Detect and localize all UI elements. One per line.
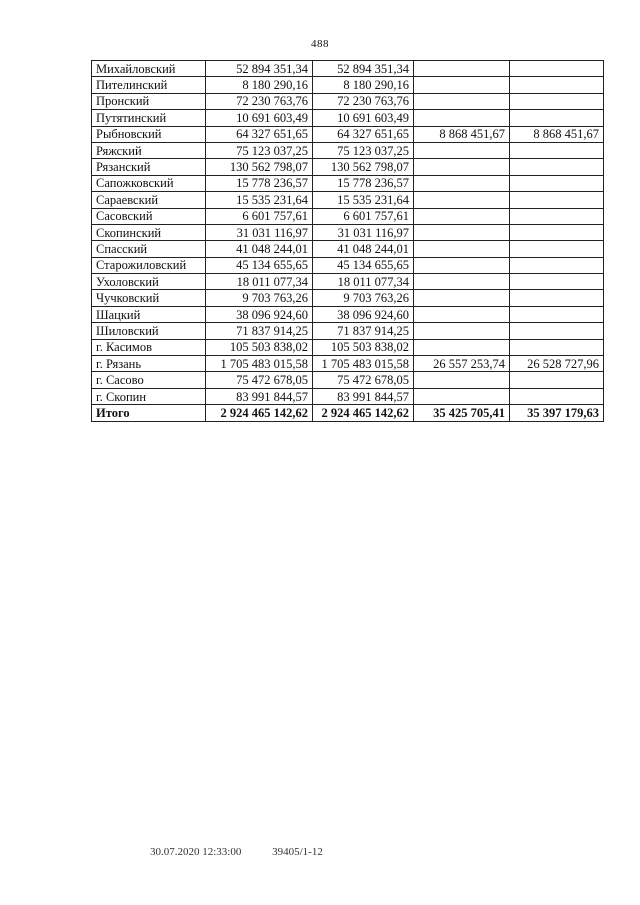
cell-value-3 xyxy=(414,323,510,339)
cell-district: Путятинский xyxy=(92,110,206,126)
cell-value-2: 105 503 838,02 xyxy=(313,339,414,355)
cell-value-4 xyxy=(510,142,604,158)
total-cell-value-1: 2 924 465 142,62 xyxy=(206,405,313,421)
cell-value-4 xyxy=(510,192,604,208)
cell-value-1: 41 048 244,01 xyxy=(206,241,313,257)
cell-value-2: 15 535 231,64 xyxy=(313,192,414,208)
cell-district: Пителинский xyxy=(92,77,206,93)
budget-table xyxy=(91,60,604,422)
cell-value-1: 83 991 844,57 xyxy=(206,388,313,404)
cell-value-4 xyxy=(510,208,604,224)
table-row xyxy=(92,323,604,339)
cell-value-3 xyxy=(414,274,510,290)
cell-value-2: 71 837 914,25 xyxy=(313,323,414,339)
cell-value-3 xyxy=(414,175,510,191)
cell-value-2: 75 123 037,25 xyxy=(313,142,414,158)
cell-value-3: 26 557 253,74 xyxy=(414,356,510,372)
cell-value-4: 8 868 451,67 xyxy=(510,126,604,142)
cell-value-2: 6 601 757,61 xyxy=(313,208,414,224)
cell-value-4 xyxy=(510,306,604,322)
cell-district: Рыбновский xyxy=(92,126,206,142)
cell-value-4 xyxy=(510,323,604,339)
cell-value-4 xyxy=(510,175,604,191)
cell-value-4 xyxy=(510,61,604,77)
total-cell-value-2: 2 924 465 142,62 xyxy=(313,405,414,421)
cell-district: г. Сасово xyxy=(92,372,206,388)
table-row xyxy=(92,142,604,158)
cell-district: Сапожковский xyxy=(92,175,206,191)
cell-value-4 xyxy=(510,274,604,290)
cell-value-1: 75 123 037,25 xyxy=(206,142,313,158)
cell-value-2: 83 991 844,57 xyxy=(313,388,414,404)
table-row xyxy=(92,224,604,240)
cell-value-1: 71 837 914,25 xyxy=(206,323,313,339)
cell-district: Сасовский xyxy=(92,208,206,224)
cell-value-3 xyxy=(414,306,510,322)
table-row xyxy=(92,388,604,404)
cell-value-1: 130 562 798,07 xyxy=(206,159,313,175)
table-row xyxy=(92,93,604,109)
table-row xyxy=(92,274,604,290)
cell-value-1: 9 703 763,26 xyxy=(206,290,313,306)
cell-value-2: 9 703 763,26 xyxy=(313,290,414,306)
cell-value-2: 130 562 798,07 xyxy=(313,159,414,175)
cell-district: Михайловский xyxy=(92,61,206,77)
table-row xyxy=(92,208,604,224)
cell-value-1: 15 778 236,57 xyxy=(206,175,313,191)
table-row xyxy=(92,77,604,93)
table-row xyxy=(92,61,604,77)
cell-value-3 xyxy=(414,224,510,240)
cell-value-1: 18 011 077,34 xyxy=(206,274,313,290)
cell-value-1: 31 031 116,97 xyxy=(206,224,313,240)
cell-value-3 xyxy=(414,77,510,93)
cell-value-3 xyxy=(414,110,510,126)
cell-value-3 xyxy=(414,142,510,158)
cell-value-3 xyxy=(414,290,510,306)
cell-value-4 xyxy=(510,77,604,93)
cell-value-1: 75 472 678,05 xyxy=(206,372,313,388)
cell-district: Пронский xyxy=(92,93,206,109)
cell-value-2: 15 778 236,57 xyxy=(313,175,414,191)
cell-value-3 xyxy=(414,241,510,257)
cell-value-1: 105 503 838,02 xyxy=(206,339,313,355)
cell-district: Старожиловский xyxy=(92,257,206,273)
page-number: 488 xyxy=(311,38,329,50)
cell-value-1: 52 894 351,34 xyxy=(206,61,313,77)
table-body xyxy=(92,61,604,422)
table-row xyxy=(92,159,604,175)
cell-value-2: 31 031 116,97 xyxy=(313,224,414,240)
cell-value-3: 8 868 451,67 xyxy=(414,126,510,142)
cell-value-3 xyxy=(414,93,510,109)
table-row xyxy=(92,110,604,126)
cell-value-2: 45 134 655,65 xyxy=(313,257,414,273)
cell-district: г. Касимов xyxy=(92,339,206,355)
footer xyxy=(150,846,323,858)
cell-value-4 xyxy=(510,372,604,388)
total-cell-value-4: 35 397 179,63 xyxy=(510,405,604,421)
cell-district: Ряжский xyxy=(92,142,206,158)
cell-value-2: 10 691 603,49 xyxy=(313,110,414,126)
cell-value-3 xyxy=(414,257,510,273)
table-row xyxy=(92,241,604,257)
table-row xyxy=(92,175,604,191)
cell-value-3 xyxy=(414,159,510,175)
cell-district: г. Рязань xyxy=(92,356,206,372)
cell-value-3 xyxy=(414,208,510,224)
cell-district: Шацкий xyxy=(92,306,206,322)
cell-value-2: 18 011 077,34 xyxy=(313,274,414,290)
table-row xyxy=(92,257,604,273)
cell-value-1: 38 096 924,60 xyxy=(206,306,313,322)
cell-value-2: 1 705 483 015,58 xyxy=(313,356,414,372)
cell-value-4 xyxy=(510,159,604,175)
cell-value-3 xyxy=(414,372,510,388)
cell-district: г. Скопин xyxy=(92,388,206,404)
footer-timestamp: 30.07.2020 12:33:00 xyxy=(150,846,242,858)
cell-value-1: 6 601 757,61 xyxy=(206,208,313,224)
cell-district: Чучковский xyxy=(92,290,206,306)
cell-value-4: 26 528 727,96 xyxy=(510,356,604,372)
cell-value-3 xyxy=(414,388,510,404)
cell-value-3 xyxy=(414,339,510,355)
cell-value-4 xyxy=(510,339,604,355)
cell-district: Спасский xyxy=(92,241,206,257)
table-row xyxy=(92,126,604,142)
table-row xyxy=(92,306,604,322)
cell-value-2: 52 894 351,34 xyxy=(313,61,414,77)
cell-district: Скопинский xyxy=(92,224,206,240)
cell-value-2: 75 472 678,05 xyxy=(313,372,414,388)
cell-value-2: 64 327 651,65 xyxy=(313,126,414,142)
cell-district: Рязанский xyxy=(92,159,206,175)
table-row xyxy=(92,192,604,208)
cell-value-1: 10 691 603,49 xyxy=(206,110,313,126)
cell-value-4 xyxy=(510,388,604,404)
footer-doc-code: 39405/1-12 xyxy=(272,846,323,858)
cell-value-1: 45 134 655,65 xyxy=(206,257,313,273)
cell-value-4 xyxy=(510,110,604,126)
cell-value-4 xyxy=(510,93,604,109)
cell-district: Сараевский xyxy=(92,192,206,208)
cell-value-1: 72 230 763,76 xyxy=(206,93,313,109)
cell-value-2: 41 048 244,01 xyxy=(313,241,414,257)
table-row xyxy=(92,290,604,306)
cell-value-1: 15 535 231,64 xyxy=(206,192,313,208)
cell-value-3 xyxy=(414,192,510,208)
cell-value-1: 8 180 290,16 xyxy=(206,77,313,93)
table-row xyxy=(92,356,604,372)
cell-value-2: 8 180 290,16 xyxy=(313,77,414,93)
cell-value-4 xyxy=(510,224,604,240)
cell-value-4 xyxy=(510,257,604,273)
cell-value-2: 38 096 924,60 xyxy=(313,306,414,322)
cell-district: Ухоловский xyxy=(92,274,206,290)
cell-value-4 xyxy=(510,241,604,257)
total-row xyxy=(92,405,604,421)
cell-value-4 xyxy=(510,290,604,306)
cell-value-1: 1 705 483 015,58 xyxy=(206,356,313,372)
table-row xyxy=(92,339,604,355)
cell-district: Шиловский xyxy=(92,323,206,339)
total-label: Итого xyxy=(92,405,206,421)
total-cell-value-3: 35 425 705,41 xyxy=(414,405,510,421)
cell-value-2: 72 230 763,76 xyxy=(313,93,414,109)
table-row xyxy=(92,372,604,388)
cell-value-3 xyxy=(414,61,510,77)
cell-value-1: 64 327 651,65 xyxy=(206,126,313,142)
